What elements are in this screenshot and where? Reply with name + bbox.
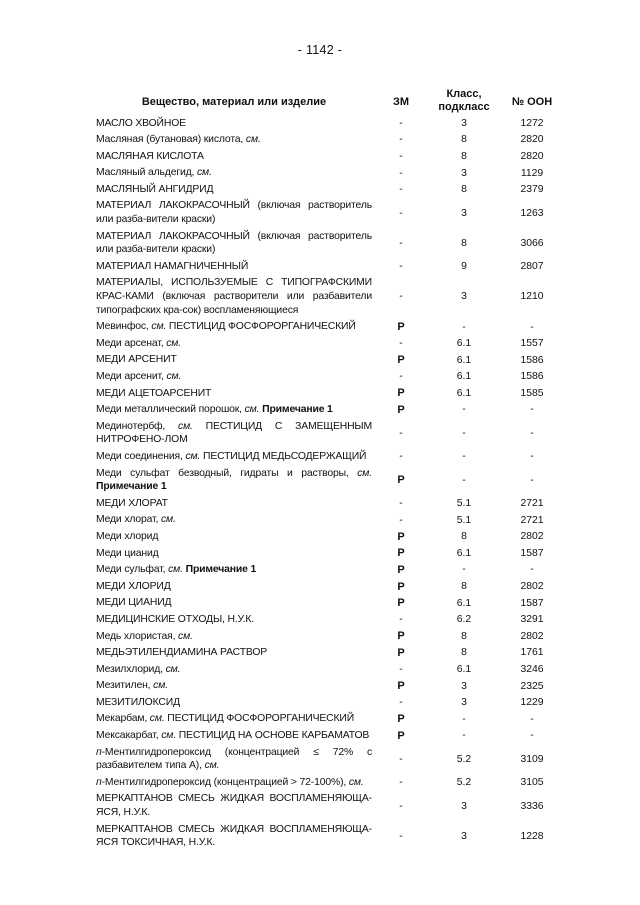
zm-cell: - bbox=[399, 117, 403, 129]
class-cell: 8 bbox=[461, 630, 467, 642]
substance-name-part: см. bbox=[178, 630, 193, 642]
zm-cell: Р bbox=[397, 680, 405, 693]
substance-name-part: Мезилхлорид, bbox=[96, 663, 166, 675]
zm-cell: Р bbox=[397, 547, 405, 560]
substance-name-part: Меди металлический порошок, bbox=[96, 404, 245, 416]
table-row bbox=[96, 578, 576, 595]
class-cell: - bbox=[462, 451, 466, 463]
zm-cell: Р bbox=[397, 354, 405, 367]
zm-cell: Р bbox=[397, 387, 405, 400]
substance-name-part: Мевинфос, bbox=[96, 321, 152, 333]
table-row bbox=[96, 275, 576, 319]
table-row bbox=[96, 369, 576, 386]
substance-name bbox=[96, 645, 372, 662]
header-class-line1: Класс, bbox=[446, 88, 482, 100]
class-cell: 6.1 bbox=[456, 597, 472, 609]
zm-cell: Р bbox=[397, 530, 405, 543]
substance-name-part: см. bbox=[357, 467, 372, 479]
table-row bbox=[96, 528, 576, 545]
zm-cell: - bbox=[399, 184, 403, 196]
substance-name bbox=[96, 495, 372, 512]
class-cell: 6.1 bbox=[456, 547, 472, 559]
un-number-cell: 1586 bbox=[520, 371, 544, 383]
substance-name bbox=[96, 465, 372, 495]
substance-name-part: Меди сульфат, bbox=[96, 564, 169, 576]
un-number-cell: - bbox=[530, 451, 534, 463]
zm-cell: - bbox=[399, 237, 403, 249]
substance-name-part: Меди сульфат безводный, гидраты и растворы, bbox=[96, 467, 358, 479]
table-row bbox=[96, 352, 576, 369]
substance-name-part: МЕДИ ХЛОРАТ bbox=[96, 497, 168, 509]
un-number-cell: - bbox=[530, 474, 534, 486]
zm-cell: - bbox=[399, 614, 403, 626]
substance-name bbox=[96, 319, 372, 336]
class-cell: 8 bbox=[461, 581, 467, 593]
substance-name-part: ПЕСТИЦИД С ЗАМЕЩЕННЫМ НИТРОФЕНО-ЛОМ bbox=[96, 420, 372, 446]
substance-name-part: Мекарбам, bbox=[96, 713, 150, 725]
substance-name bbox=[96, 448, 372, 465]
substance-name bbox=[96, 275, 372, 319]
substance-name-part: см. bbox=[161, 730, 176, 742]
substance-name bbox=[96, 694, 372, 711]
un-number-cell: 2820 bbox=[520, 134, 544, 146]
table-row bbox=[96, 465, 576, 495]
substance-name-part: см. bbox=[149, 713, 165, 725]
table-row bbox=[96, 198, 576, 228]
substance-name-part: МАТЕРИАЛ ЛАКОКРАСОЧНЫЙ (включая растворитель или разба-вители краски) bbox=[96, 230, 372, 256]
table-row bbox=[96, 319, 576, 336]
class-cell: 3 bbox=[461, 207, 467, 219]
substance-name bbox=[96, 595, 372, 612]
substance-name-part: МЕДИ ХЛОРИД bbox=[96, 580, 171, 592]
substance-name-part: ПЕСТИЦИД МЕДЬСОДЕРЖАЩИЙ bbox=[200, 450, 367, 462]
zm-cell: - bbox=[399, 371, 403, 383]
substance-name-part: см. bbox=[151, 321, 167, 333]
substance-name bbox=[96, 728, 372, 745]
substance-name-part: МАТЕРИАЛ НАМАГНИЧЕННЫЙ bbox=[96, 260, 249, 272]
substance-name-part: см. bbox=[153, 680, 168, 692]
class-cell: 3 bbox=[461, 800, 467, 812]
substance-name-part: МАСЛЯНЫЙ АНГИДРИД bbox=[96, 183, 214, 195]
substance-name-part: Мексакарбат, bbox=[96, 730, 162, 742]
class-cell: - bbox=[462, 713, 466, 725]
substance-name-part: Мезитилен, bbox=[96, 680, 154, 692]
table-row bbox=[96, 148, 576, 165]
substance-name-part: см. bbox=[166, 337, 181, 349]
un-number-cell: - bbox=[530, 321, 534, 333]
table-row bbox=[96, 115, 576, 132]
zm-cell: - bbox=[399, 498, 403, 510]
substance-name bbox=[96, 418, 372, 448]
un-number-cell: 1585 bbox=[520, 387, 544, 399]
substance-name bbox=[96, 791, 372, 821]
class-cell: 3 bbox=[461, 167, 467, 179]
un-number-cell: 1557 bbox=[520, 338, 544, 350]
un-number-cell: 1586 bbox=[520, 354, 544, 366]
table-row bbox=[96, 165, 576, 182]
zm-cell: - bbox=[399, 830, 403, 842]
substance-name bbox=[96, 711, 372, 728]
page-number: - 1142 - bbox=[297, 43, 343, 57]
table-row bbox=[96, 228, 576, 258]
substance-name-part: п bbox=[96, 746, 102, 758]
class-cell: - bbox=[462, 427, 466, 439]
class-cell: 8 bbox=[461, 531, 467, 543]
zm-cell: - bbox=[399, 697, 403, 709]
un-number-cell: 1228 bbox=[520, 830, 544, 842]
zm-cell: Р bbox=[397, 630, 405, 643]
substance-name-part: ПЕСТИЦИД НА ОСНОВЕ КАРБАМАТОВ bbox=[175, 730, 370, 742]
substance-name-part: Примечание 1 bbox=[262, 404, 333, 416]
zm-cell: - bbox=[399, 261, 403, 273]
class-cell: 5.2 bbox=[456, 777, 472, 789]
substance-name-part: Меди хлорид bbox=[96, 530, 159, 542]
class-cell: 8 bbox=[461, 150, 467, 162]
table-row bbox=[96, 595, 576, 612]
substance-name-part: см. bbox=[204, 760, 220, 772]
zm-cell: Р bbox=[397, 563, 405, 576]
substance-name bbox=[96, 628, 372, 645]
zm-cell: Р bbox=[397, 403, 405, 416]
zm-cell: Р bbox=[397, 646, 405, 659]
zm-cell: - bbox=[399, 753, 403, 765]
table-row bbox=[96, 512, 576, 529]
substance-name-part: см. bbox=[161, 514, 176, 526]
substance-name-part: см. bbox=[165, 663, 181, 675]
substance-name-part: Медь хлористая, bbox=[96, 630, 179, 642]
class-cell: 3 bbox=[461, 697, 467, 709]
class-cell: 3 bbox=[461, 117, 467, 129]
table-row bbox=[96, 694, 576, 711]
zm-cell: - bbox=[399, 207, 403, 219]
substance-name-part: МАСЛО ХВОЙНОЕ bbox=[96, 117, 186, 129]
substance-name bbox=[96, 115, 372, 132]
un-number-cell: 3066 bbox=[520, 237, 544, 249]
un-number-cell: 3109 bbox=[520, 753, 544, 765]
substance-name bbox=[96, 132, 372, 149]
class-cell: 6.1 bbox=[456, 371, 472, 383]
class-cell: 6.1 bbox=[456, 663, 472, 675]
substance-name bbox=[96, 335, 372, 352]
substance-name-part: Меди цианид bbox=[96, 547, 159, 559]
table-row bbox=[96, 385, 576, 402]
substance-name-part: МАСЛЯНАЯ КИСЛОТА bbox=[96, 150, 204, 162]
class-cell: 6.1 bbox=[456, 338, 472, 350]
substance-name bbox=[96, 352, 372, 369]
table-row bbox=[96, 418, 576, 448]
substance-name-part: ПЕСТИЦИД ФОСФОРОРГАНИЧЕСКИЙ bbox=[164, 713, 355, 725]
zm-cell: - bbox=[399, 663, 403, 675]
substance-name bbox=[96, 385, 372, 402]
substance-name bbox=[96, 821, 372, 851]
class-cell: - bbox=[462, 564, 466, 576]
un-number-cell: 1761 bbox=[520, 647, 544, 659]
zm-cell: Р bbox=[397, 474, 405, 487]
un-number-cell: 2820 bbox=[520, 150, 544, 162]
substance-name bbox=[96, 578, 372, 595]
substance-name-part: МЕЗИТИЛОКСИД bbox=[96, 696, 180, 708]
substance-name-part: Мединотербф, bbox=[96, 420, 179, 432]
table-row bbox=[96, 181, 576, 198]
substance-name-part: Меди соединения, bbox=[96, 450, 186, 462]
substance-name bbox=[96, 258, 372, 275]
class-cell: 3 bbox=[461, 830, 467, 842]
un-number-cell: 1263 bbox=[520, 207, 544, 219]
table-row bbox=[96, 711, 576, 728]
substance-name-part: МАТЕРИАЛ ЛАКОКРАСОЧНЫЙ (включая растворитель или разба-вители краски) bbox=[96, 200, 372, 226]
substance-name-part: см. bbox=[178, 420, 193, 432]
un-number-cell: 3105 bbox=[520, 777, 544, 789]
un-number-cell: 3246 bbox=[520, 663, 544, 675]
substance-name bbox=[96, 402, 372, 419]
header-class bbox=[433, 88, 495, 114]
zm-cell: Р bbox=[397, 597, 405, 610]
table-row bbox=[96, 402, 576, 419]
substance-name-part: -Ментилгидропероксид (концентрацией > 72-100%), bbox=[101, 776, 349, 788]
class-cell: 3 bbox=[461, 291, 467, 303]
table-row bbox=[96, 728, 576, 745]
substance-name-part: Примечание 1 bbox=[96, 481, 167, 493]
zm-cell: Р bbox=[397, 729, 405, 742]
un-number-cell: 2721 bbox=[520, 498, 544, 510]
substance-name-part: МЕРКАПТАНОВ СМЕСЬ ЖИДКАЯ ВОСПЛАМЕНЯЮЩА-ЯСЯ, Н.У.К. bbox=[96, 793, 372, 819]
substance-name-part: Меди арсенит, bbox=[96, 371, 167, 382]
un-number-cell: 1587 bbox=[520, 597, 544, 609]
table-row bbox=[96, 791, 576, 821]
substance-name-part: МЕРКАПТАНОВ СМЕСЬ ЖИДКАЯ ВОСПЛАМЕНЯЮЩА-ЯСЯ ТОКСИЧНАЯ, Н.У.К. bbox=[96, 823, 372, 849]
un-number-cell: 1129 bbox=[520, 167, 544, 179]
substance-name-part: МЕДИ ЦИАНИД bbox=[96, 597, 172, 609]
class-cell: 6.2 bbox=[456, 614, 472, 626]
table-row bbox=[96, 821, 576, 851]
table-row bbox=[96, 611, 576, 628]
substance-name bbox=[96, 545, 372, 562]
class-cell: 3 bbox=[461, 680, 467, 692]
un-number-cell: 1272 bbox=[520, 117, 544, 129]
table-row bbox=[96, 661, 576, 678]
class-cell: - bbox=[462, 730, 466, 742]
table-row bbox=[96, 258, 576, 275]
substance-name-part: МЕДИ АРСЕНИТ bbox=[96, 354, 177, 366]
table-row bbox=[96, 628, 576, 645]
substance-name-part: п bbox=[96, 776, 102, 788]
zm-cell: - bbox=[399, 167, 403, 179]
substance-name bbox=[96, 181, 372, 198]
zm-cell: - bbox=[399, 451, 403, 463]
substance-name-part: МАТЕРИАЛЫ, ИСПОЛЬЗУЕМЫЕ С ТИПОГРАФСКИМИ КРАС-КАМИ (включая растворители или разбавители типографских кра-сок) воспламеняющиеся bbox=[96, 277, 372, 316]
class-cell: 9 bbox=[461, 261, 467, 273]
table-row bbox=[96, 545, 576, 562]
table-row bbox=[96, 495, 576, 512]
un-number-cell: 2807 bbox=[520, 261, 544, 273]
substance-name bbox=[96, 774, 372, 791]
substance-name-part: МЕДИЦИНСКИЕ ОТХОДЫ, Н.У.К. bbox=[96, 613, 255, 625]
class-cell: 5.1 bbox=[456, 498, 472, 510]
class-cell: 5.2 bbox=[456, 753, 472, 765]
zm-cell: - bbox=[399, 134, 403, 146]
class-cell: 5.1 bbox=[456, 514, 472, 526]
un-number-cell: 2379 bbox=[520, 184, 544, 196]
class-cell: - bbox=[462, 321, 466, 333]
zm-cell: - bbox=[399, 338, 403, 350]
substance-name bbox=[96, 611, 372, 628]
substance-name-part: ПЕСТИЦИД ФОСФОРОРГАНИЧЕСКИЙ bbox=[166, 321, 356, 333]
table-row bbox=[96, 645, 576, 662]
substance-name-part: см. bbox=[197, 167, 212, 179]
header-zm: ЗМ bbox=[392, 96, 410, 108]
substance-name bbox=[96, 369, 372, 386]
zm-cell: - bbox=[399, 800, 403, 812]
substance-name-part: Масляная (бутановая) кислота, bbox=[96, 134, 246, 146]
substance-name-part: Меди хлорат, bbox=[96, 514, 161, 526]
un-number-cell: - bbox=[530, 404, 534, 416]
un-number-cell: 2802 bbox=[520, 531, 544, 543]
un-number-cell: 2721 bbox=[520, 514, 544, 526]
class-cell: 6.1 bbox=[456, 387, 472, 399]
un-number-cell: - bbox=[530, 730, 534, 742]
un-number-cell: 2802 bbox=[520, 630, 544, 642]
un-number-cell: 1229 bbox=[520, 697, 544, 709]
table-row bbox=[96, 774, 576, 791]
un-number-cell: - bbox=[530, 427, 534, 439]
header-class-line2: подкласс bbox=[438, 101, 490, 113]
class-cell: 6.1 bbox=[456, 354, 472, 366]
un-number-cell: 1210 bbox=[520, 291, 544, 303]
zm-cell: Р bbox=[397, 321, 405, 334]
zm-cell: - bbox=[399, 291, 403, 303]
zm-cell: - bbox=[399, 427, 403, 439]
un-number-cell: 1587 bbox=[520, 547, 544, 559]
class-cell: 8 bbox=[461, 647, 467, 659]
class-cell: 8 bbox=[461, 134, 467, 146]
zm-cell: Р bbox=[397, 713, 405, 726]
substance-name-part: см. bbox=[244, 404, 260, 416]
substance-name bbox=[96, 744, 372, 774]
class-cell: 8 bbox=[461, 184, 467, 196]
un-number-cell: - bbox=[530, 713, 534, 725]
table-row bbox=[96, 678, 576, 695]
substance-name-part: см. bbox=[348, 776, 364, 788]
substance-name bbox=[96, 678, 372, 695]
header-un-number: № ООН bbox=[511, 96, 553, 108]
substance-name-part: МЕДЬЭТИЛЕНДИАМИНА РАСТВОР bbox=[96, 647, 268, 659]
zm-cell: - bbox=[399, 777, 403, 789]
substance-name-part: см. bbox=[168, 564, 183, 576]
class-cell: 8 bbox=[461, 237, 467, 249]
substance-name-part: см. bbox=[245, 134, 261, 146]
header-substance: Вещество, материал или изделие bbox=[141, 96, 327, 108]
table-row bbox=[96, 744, 576, 774]
substance-name bbox=[96, 528, 372, 545]
table-row bbox=[96, 562, 576, 579]
substance-name-part: Масляный альдегид, bbox=[96, 167, 198, 179]
substance-name-part: см. bbox=[166, 371, 182, 382]
substance-name-part: Примечание 1 bbox=[185, 564, 257, 576]
table-header bbox=[96, 88, 576, 116]
un-number-cell: 3291 bbox=[520, 614, 544, 626]
zm-cell: Р bbox=[397, 580, 405, 593]
zm-cell: - bbox=[399, 514, 403, 526]
substance-name bbox=[96, 165, 372, 182]
substance-name bbox=[96, 661, 372, 678]
un-number-cell: - bbox=[530, 564, 534, 576]
substance-name-part: МЕДИ АЦЕТОАРСЕНИТ bbox=[96, 387, 212, 399]
zm-cell: - bbox=[399, 150, 403, 162]
table-row bbox=[96, 448, 576, 465]
substance-table bbox=[96, 115, 576, 851]
substance-name bbox=[96, 228, 372, 258]
class-cell: - bbox=[462, 474, 466, 486]
un-number-cell: 3336 bbox=[520, 800, 544, 812]
table-row bbox=[96, 335, 576, 352]
substance-name-part: см. bbox=[185, 450, 201, 462]
substance-name bbox=[96, 148, 372, 165]
substance-name bbox=[96, 562, 372, 579]
class-cell: - bbox=[462, 404, 466, 416]
substance-name-part: Меди арсенат, bbox=[96, 337, 167, 349]
substance-name bbox=[96, 198, 372, 228]
un-number-cell: 2802 bbox=[520, 581, 544, 593]
substance-name bbox=[96, 512, 372, 529]
un-number-cell: 2325 bbox=[520, 680, 544, 692]
table-row bbox=[96, 132, 576, 149]
substance-name-part: -Ментилгидропероксид (концентрацией ≤ 72% с разбавителем типа А), bbox=[96, 746, 372, 772]
